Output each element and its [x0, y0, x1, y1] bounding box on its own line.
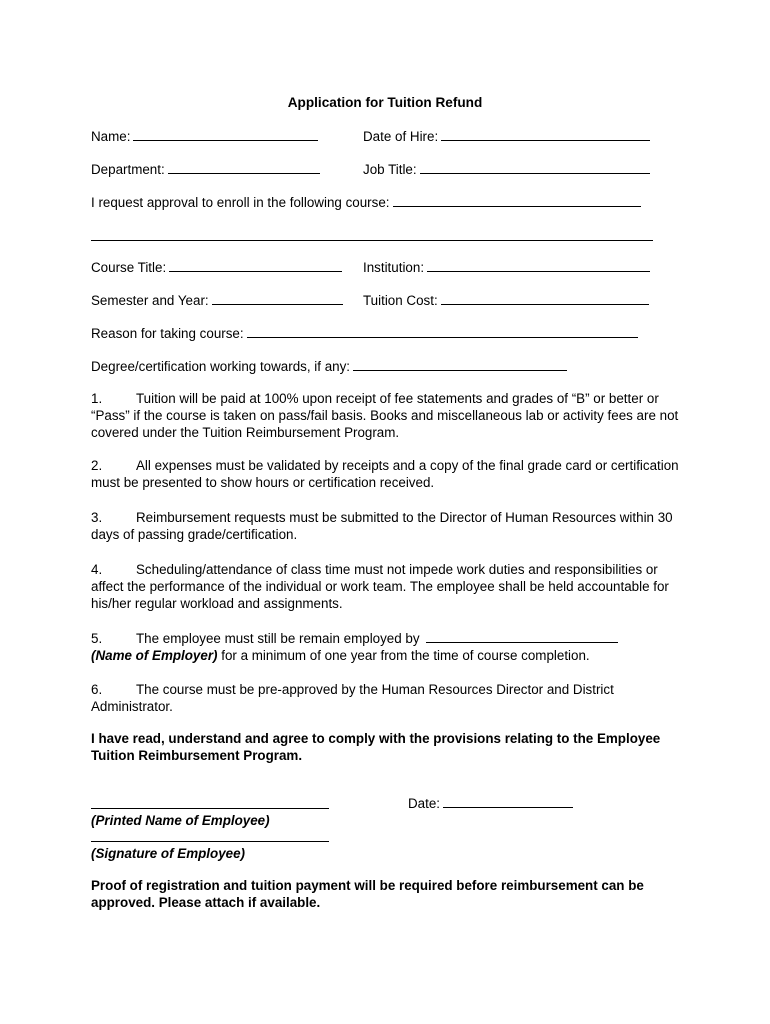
- provision-number: 3.: [91, 510, 103, 525]
- provision-item: [91, 561, 683, 612]
- institution-label: Institution:: [363, 260, 425, 275]
- reason-blank[interactable]: [247, 325, 638, 338]
- date-field: [408, 795, 573, 812]
- provision-number: 2.: [91, 458, 103, 473]
- reason-field: [91, 325, 638, 342]
- course-request-blank-line[interactable]: [91, 240, 653, 241]
- tuition-cost-blank[interactable]: [441, 292, 649, 305]
- semester-year-label: Semester and Year:: [91, 293, 209, 308]
- semester-year-field: [91, 292, 343, 309]
- department-label: Department:: [91, 162, 165, 177]
- provision-text: All expenses must be validated by receipts and a copy of the final grade card or certification must be presented to show hours or certification received.: [91, 458, 679, 490]
- course-title-field: [91, 259, 342, 276]
- page-title: Application for Tuition Refund: [287, 95, 483, 110]
- provision-item: [91, 509, 683, 543]
- signature-caption: (Signature of Employee): [91, 846, 246, 861]
- provision-number: 5.: [91, 631, 103, 646]
- provision-text-tail: for a minimum of one year from the time of course completion.: [221, 648, 590, 663]
- date-of-hire-blank[interactable]: [441, 128, 650, 141]
- job-title-label: Job Title:: [363, 162, 417, 177]
- provision-text: The course must be pre-approved by the Human Resources Director and District Administrator.: [91, 682, 614, 714]
- course-request-label: I request approval to enroll in the following course:: [91, 195, 390, 210]
- job-title-blank[interactable]: [420, 161, 650, 174]
- footer-note: Proof of registration and tuition payment will be required before reimbursement can be approved. Please attach if available.: [91, 878, 644, 910]
- degree-field: [91, 358, 567, 375]
- provision-number: 6.: [91, 682, 103, 697]
- course-request-blank[interactable]: [393, 194, 641, 207]
- tuition-cost-label: Tuition Cost:: [363, 293, 438, 308]
- date-blank[interactable]: [443, 795, 573, 808]
- name-blank[interactable]: [133, 128, 318, 141]
- course-title-blank[interactable]: [169, 259, 342, 272]
- printed-name-line[interactable]: [91, 808, 329, 809]
- institution-field: [363, 259, 650, 276]
- course-title-label: Course Title:: [91, 260, 167, 275]
- tuition-cost-field: [363, 292, 649, 309]
- signature-line[interactable]: [91, 841, 329, 842]
- printed-name-caption: (Printed Name of Employee): [91, 813, 270, 828]
- provision-item: [91, 457, 683, 491]
- date-label: Date:: [408, 796, 441, 811]
- reason-label: Reason for taking course:: [91, 326, 244, 341]
- name-field: [91, 128, 318, 145]
- institution-blank[interactable]: [427, 259, 650, 272]
- provision-number: 4.: [91, 562, 103, 577]
- date-of-hire-label: Date of Hire:: [363, 129, 439, 144]
- agreement-statement: I have read, understand and agree to comply with the provisions relating to the Employee Tuition Reimbursement Program.: [91, 731, 661, 763]
- provision-number: 1.: [91, 391, 103, 406]
- employer-name-label: (Name of Employer): [91, 648, 218, 663]
- employer-blank[interactable]: [426, 630, 618, 643]
- date-of-hire-field: [363, 128, 650, 145]
- course-request-field: [91, 194, 641, 211]
- provision-text: Reimbursement requests must be submitted to the Director of Human Resources within 30 days of passing grade/certification.: [91, 510, 673, 542]
- degree-blank[interactable]: [353, 358, 567, 371]
- provision-item: [91, 390, 683, 441]
- provision-text: Scheduling/attendance of class time must not impede work duties and responsibilities or affect the performance of the individual or work team. The employee shall be held accountable for his/her regular workload and assignments.: [91, 562, 669, 611]
- department-field: [91, 161, 320, 178]
- provision-text: The employee must still be remain employed by: [136, 631, 420, 646]
- department-blank[interactable]: [168, 161, 320, 174]
- name-label: Name:: [91, 129, 131, 144]
- provision-item: [91, 681, 683, 715]
- semester-year-blank[interactable]: [212, 292, 343, 305]
- degree-label: Degree/certification working towards, if any:: [91, 359, 350, 374]
- job-title-field: [363, 161, 650, 178]
- provision-item: [91, 630, 683, 664]
- provision-text: Tuition will be paid at 100% upon receipt of fee statements and grades of “B” or better or “Pass” if the course is taken on pass/fail basis. Books and miscellaneous lab or activity fees are not covered under the Tuition Reimbursement Program.: [91, 391, 679, 440]
